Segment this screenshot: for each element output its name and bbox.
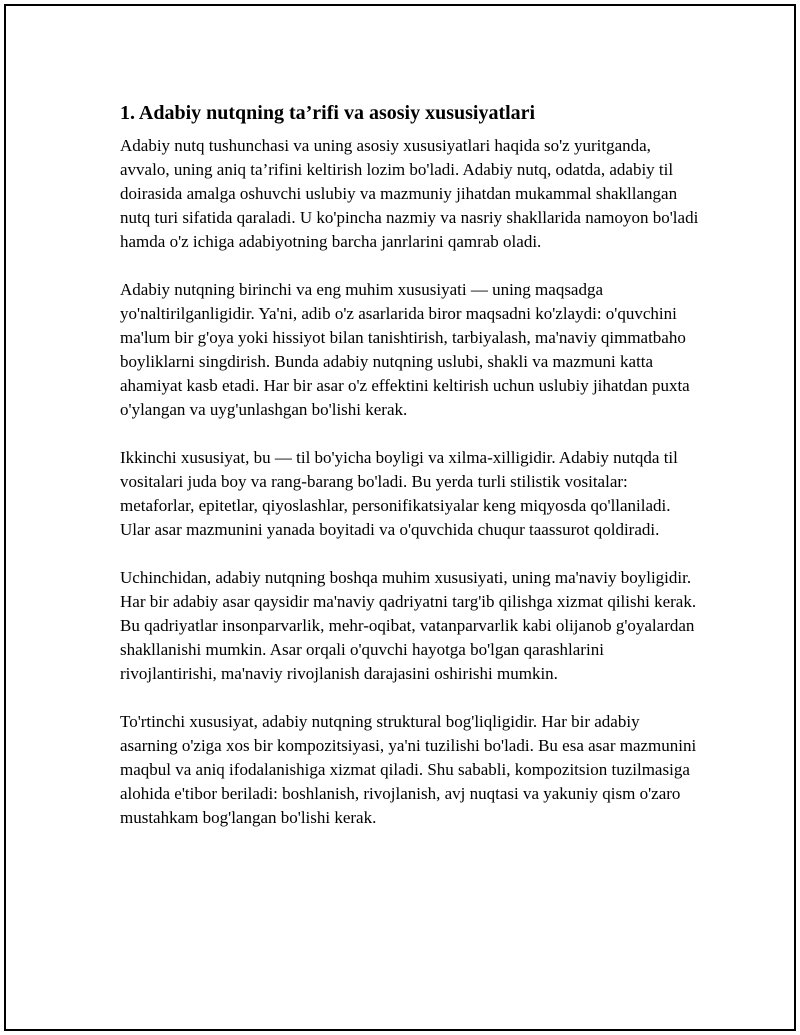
page-frame [4,4,796,1031]
paragraph-definition: Adabiy nutq tushunchasi va uning asosiy xususiyatlari haqida so'z yuritganda, avvalo, uning aniq ta’rifini keltirish lozim bo'ladi. Adabiy nutq, odatda, adabiy til doirasida amalga oshuvchi uslubiy va mazmuniy jihatdan mukammal shakllangan nutq turi sifatida qaraladi. U ko'pincha nazmiy va nasriy shakllarida namoyon bo'ladi hamda o'z ichiga adabiyotning barcha janrlarini qamrab oladi. [120,136,699,251]
paragraph-fourth-feature: To'rtinchi xususiyat, adabiy nutqning struktural bog'liqligidir. Har bir adabiy asarning o'ziga xos bir kompozitsiyasi, ya'ni tuzilishi bo'ladi. Bu esa asar mazmunini maqbul va aniq ifodalanishiga xizmat qiladi. Shu sababli, kompozitsion tuzilmasiga alohida e'tibor beriladi: boshlanish, rivojlanish, avj nuqtasi va yakuniy qism o'zaro mustahkam bog'langan bo'lishi kerak. [120,712,697,827]
paragraph-second-feature: Ikkinchi xususiyat, bu — til bo'yicha boyligi va xilma-xilligidir. Adabiy nutqda til vositalari juda boy va rang-barang bo'ladi. Bu yerda turli stilistik vositalar: metaforlar, epitetlar, qiyoslashlar, personifikatsiyalar keng miqyosda qo'llaniladi. Ular asar mazmunini yanada boyitadi va o'quvchida chuqur taassurot qoldiradi. [120,448,678,539]
section-heading: 1. Adabiy nutqning ta’rifi va asosiy xususiyatlari [120,102,536,124]
document-body [120,98,700,854]
paragraph-third-feature: Uchinchidan, adabiy nutqning boshqa muhim xususiyati, uning ma'naviy boyligidir. Har bir adabiy asar qaysidir ma'naviy qadriyatni targ'ib qilishga xizmat qilishi kerak. Bu qadriyatlar insonparvarlik, mehr-oqibat, vatanparvarlik kabi olijanob g'oyalardan shakllanishi mumkin. Asar orqali o'quvchi hayotga bo'lgan qarashlarini rivojlantirishi, ma'naviy rivojlanish darajasini oshirishi mumkin. [120,568,697,683]
paragraph-first-feature: Adabiy nutqning birinchi va eng muhim xususiyati — uning maqsadga yo'naltirilganligidir. Ya'ni, adib o'z asarlarida biror maqsadni ko'zlaydi: o'quvchini ma'lum bir g'oya yoki hissiyot bilan tanishtirish, tarbiyalash, ma'naviy qimmatbaho boyliklarni singdirish. Bunda adabiy nutqning uslubi, shakli va mazmuni katta ahamiyat kasb etadi. Har bir asar o'z effektini keltirish uchun uslubiy jihatdan puxta o'ylangan va uyg'unlashgan bo'lishi kerak. [120,280,690,419]
